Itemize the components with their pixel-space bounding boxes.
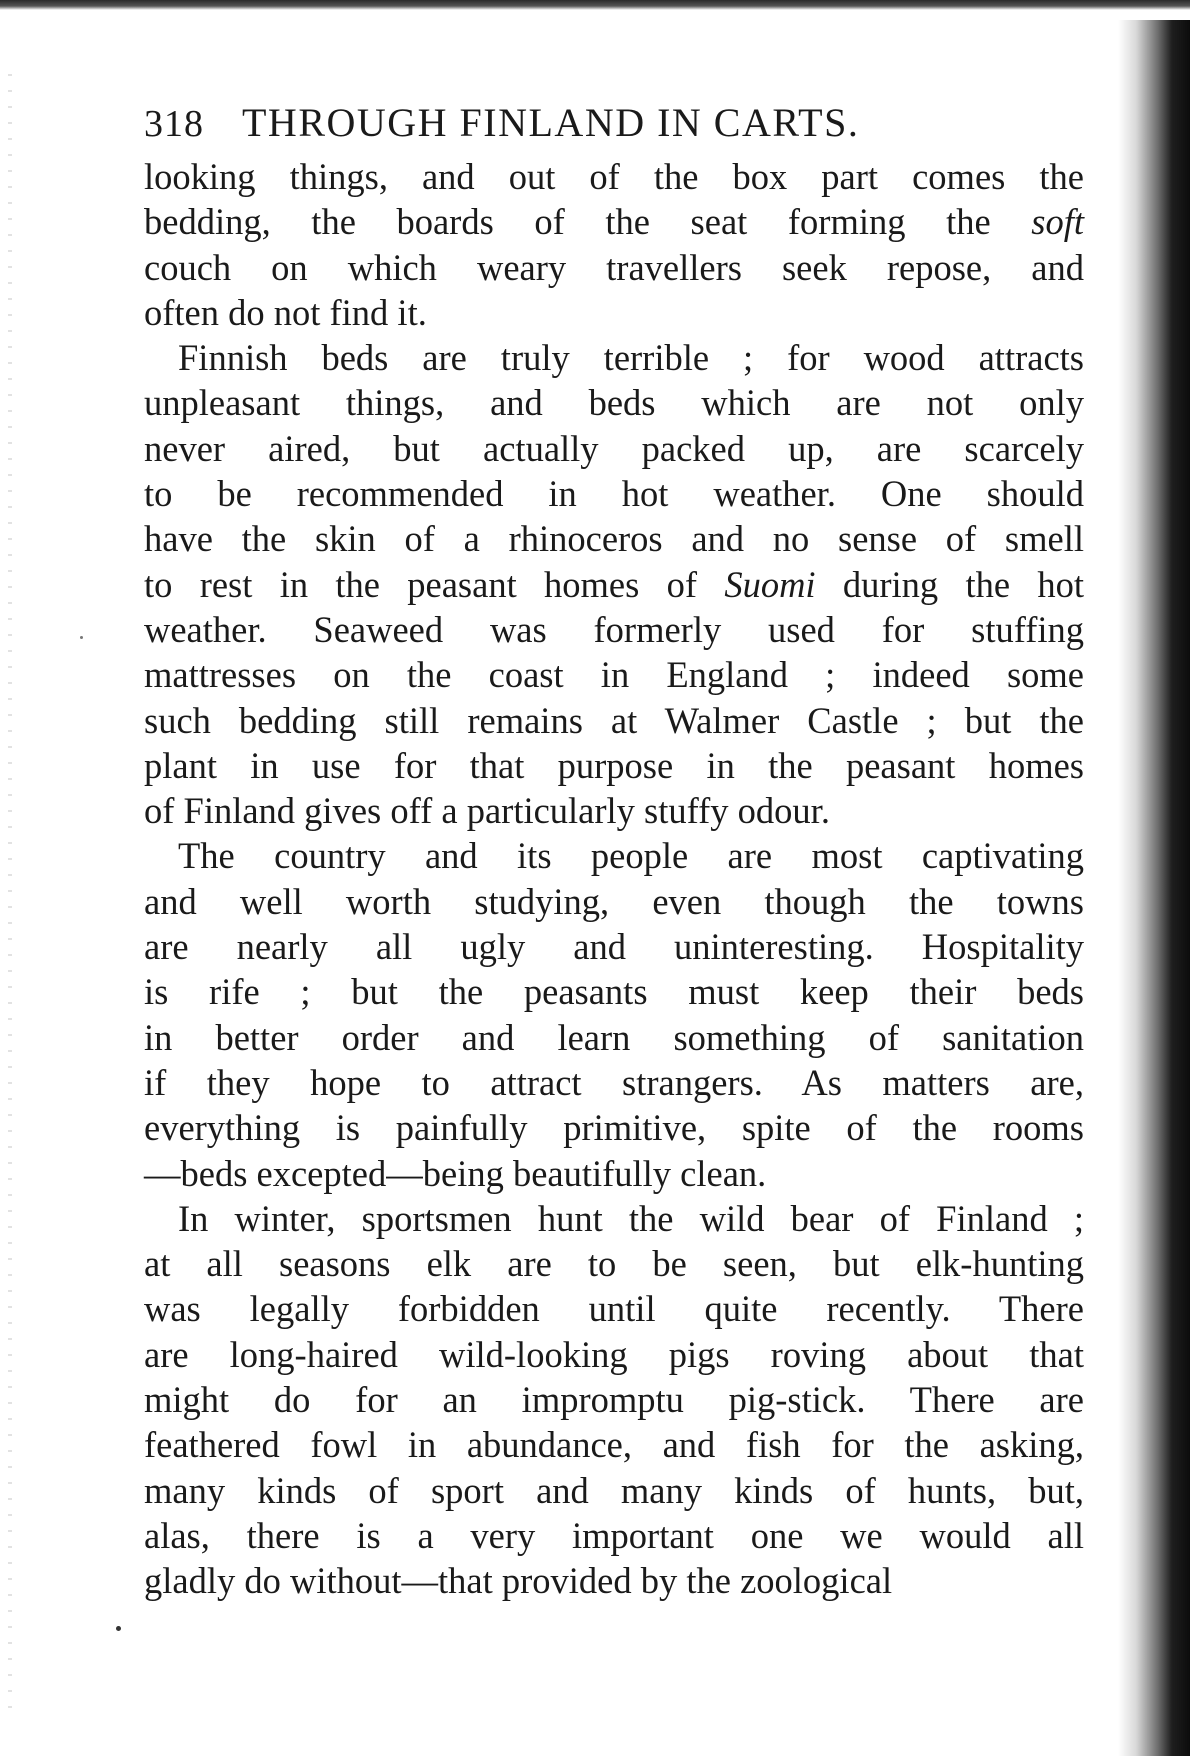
book-title: THROUGH FINLAND IN CARTS. (242, 100, 860, 145)
text-line: was legally forbidden until quite recently. There (144, 1288, 1084, 1330)
line-text: bedding, the boards of the seat forming the (144, 201, 1032, 243)
bullet-mark (116, 1626, 121, 1631)
body-text (144, 154, 1084, 1604)
text-line: are nearly all ugly and uninteresting. Hospitality (144, 926, 1084, 968)
text-line: of Finland gives off a particularly stuffy odour. (144, 790, 830, 832)
text-line: Finnish beds are truly terrible ; for wood attracts (178, 337, 1084, 379)
book-page (144, 98, 1084, 1604)
text-line: might do for an impromptu pig-stick. There are (144, 1379, 1084, 1421)
text-line (144, 199, 1084, 244)
text-line: In winter, sportsmen hunt the wild bear of Finland ; (178, 1197, 1084, 1239)
italic-word: Suomi (724, 563, 816, 605)
italic-word: soft (1031, 201, 1084, 243)
text-line: are long-haired wild-looking pigs roving about that (144, 1333, 1084, 1375)
text-line: many kinds of sport and many kinds of hunts, but, (144, 1469, 1084, 1511)
text-line: never aired, but actually packed up, are scarcely (144, 427, 1084, 469)
running-head (144, 98, 1084, 154)
text-line: The country and its people are most captivating (178, 835, 1084, 877)
left-margin-specks (8, 60, 12, 1710)
text-line: in better order and learn something of sanitation (144, 1016, 1084, 1058)
book-gutter-shadow (1118, 20, 1190, 1756)
text-line (144, 562, 1084, 607)
text-line: couch on which weary travellers seek repose, and (144, 246, 1084, 288)
text-line: unpleasant things, and beds which are not only (144, 382, 1084, 424)
text-line: gladly do without—that provided by the zoological (144, 1560, 893, 1602)
page-number: 318 (144, 103, 204, 145)
text-line: have the skin of a rhinoceros and no sense of smell (144, 518, 1084, 560)
text-line: and well worth studying, even though the towns (144, 880, 1084, 922)
text-line: everything is painfully primitive, spite of the rooms (144, 1107, 1084, 1149)
text-line: to be recommended in hot weather. One should (144, 473, 1084, 515)
text-line: if they hope to attract strangers. As matters are, (144, 1061, 1084, 1103)
text-line: such bedding still remains at Walmer Castle ; but the (144, 699, 1084, 741)
text-line: looking things, and out of the box part comes the (144, 156, 1084, 197)
text-line: often do not find it. (144, 291, 427, 333)
stray-mark (80, 636, 83, 639)
text-line: is rife ; but the peasants must keep their beds (144, 971, 1084, 1013)
text-line: —beds excepted—being beautifully clean. (144, 1152, 767, 1194)
text-line: mattresses on the coast in England ; indeed some (144, 654, 1084, 696)
top-edge-shadow (0, 0, 1190, 10)
line-text: during the hot (815, 563, 1084, 605)
text-line: feathered fowl in abundance, and fish for the asking, (144, 1424, 1084, 1466)
line-text: to rest in the peasant homes of (144, 563, 725, 605)
text-line: alas, there is a very important one we would all (144, 1514, 1084, 1556)
text-line: plant in use for that purpose in the peasant homes (144, 744, 1084, 786)
text-line: at all seasons elk are to be seen, but elk-hunting (144, 1243, 1084, 1285)
text-line: weather. Seaweed was formerly used for stuffing (144, 608, 1084, 650)
